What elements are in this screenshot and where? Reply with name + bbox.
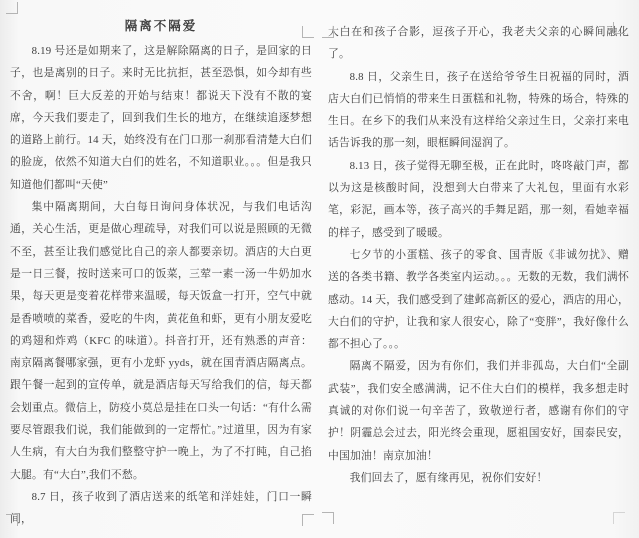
paragraph-right-6: 我们回去了，愿有缘再见，祝你们安好！ — [349, 471, 548, 484]
text-boundary-corner-icon — [322, 512, 334, 524]
document-title: 隔离不隔爱 — [124, 19, 198, 33]
text-boundary-corner-icon — [302, 26, 314, 38]
text-boundary-corner-icon — [613, 512, 625, 524]
paragraph-right-3: 8.13 日，孩子觉得无聊至极，正在此时，咚咚敲门声，都以为这是核酸时间，没想到大白带来了大礼包，里面有水彩笔，彩泥，画本等，孩子高兴的手舞足蹈，那一刻，看她幸福的样子，感受到了暖暖。 — [328, 159, 629, 239]
text-boundary-corner-icon — [322, 26, 334, 38]
page-left — [10, 0, 312, 538]
paragraph-right-5: 隔离不隔爱，因为有你们，我们并非孤岛，大白们“全副武装”，我们安全感满满，记不住大白们的模样，我多想走时真诚的对你们说一句辛苦了，致敬逆行者，感谢有你们的守护！阴霾总会过去，阳光终会重现，愿祖国安好，国泰民安，中国加油！南京加油！ — [328, 360, 629, 462]
text-boundary-corner-icon — [613, 22, 625, 34]
paragraph-left-2: 集中隔离期间，大白每日询问身体状况，与我们电话沟通，关心生活，更是做心理疏导，对我们可以说是照顾的无微不至，甚至让我们感觉比自己的亲人都要亲切。酒店的大白更是一日三餐，按时送来可口的饭菜，三荤一素一汤一牛奶加水果，每天更是变着花样带来温暖，每天饭盒一打开，空气中就是香喷喷的菜香，爱吃的牛肉，黄花鱼和虾，更有小朋友爱吃的鸡翅和炸鸡（KFC 的味道）。抖音打开，还有熟悉的声音：南京隔离餐哪家强，更有小龙虾 yyds，就在国青酒店隔离点。跟午餐一起到的宣传单，就是酒店每天写给我们的信，每天都会划重点。微信上，防疫小莫总是挂在口头一句话：“有什么需要尽管跟我们说，我们能做到的一定帮忙。”过道里，因为有家人生病，有大白为我们整整守护一晚上，为了不打盹，自己掐大腿。有“大白”,我们不愁。 — [10, 201, 312, 481]
text-boundary-corner-icon — [6, 2, 18, 14]
text-boundary-corner-icon — [302, 514, 314, 526]
text-boundary-corner-icon — [6, 514, 18, 526]
paragraph-left-1: 8.19 号还是如期来了，这是解除隔离的日子，是回家的日子，也是离别的日子。来时无比抗拒，甚至恐惧，如今却有些不舍，啊！巨大反差的开始与结束！都说天下没有不散的宴席，今天我们要走了，回到我们生长的地方，在继续追逐梦想的道路上前行。14 天，始终没有在门口那一刹那看清楚大白们的脸庞，依然不知道大白们的姓名，不知道职业。。。但是我只知道他们都叫“天使” — [10, 45, 312, 191]
paragraph-left-3: 8.7 日，孩子收到了酒店送来的纸笔和洋娃娃，门口一瞬间， — [10, 490, 312, 526]
paragraph-right-2: 8.8 日，父亲生日，孩子在送给爷爷生日祝福的同时，酒店大白们已悄悄的带来生日蛋糕和礼物，特殊的场合，特殊的生日。在乡下的我们从来没有这样给父亲过生日，父亲打来电话告诉我的那一刻，眼框瞬间湿润了。 — [328, 70, 629, 150]
paragraph-right-4: 七夕节的小蛋糕、孩子的零食、国青版《非诚勿扰》、赠送的各类书籍、教学各类室内运动。。。无数的无数，我们满怀感动。14 天，我们感受到了建邺高新区的爱心，酒店的用心，大白们的守护，让我和家人很安心，除了“变胖”，我好像什么都不担心了。。。 — [328, 248, 629, 351]
page-right — [328, 0, 629, 538]
paragraph-right-continuation: 大白在和孩子合影，逗孩子开心，我老夫父亲的心瞬间融化了。 — [328, 26, 629, 61]
